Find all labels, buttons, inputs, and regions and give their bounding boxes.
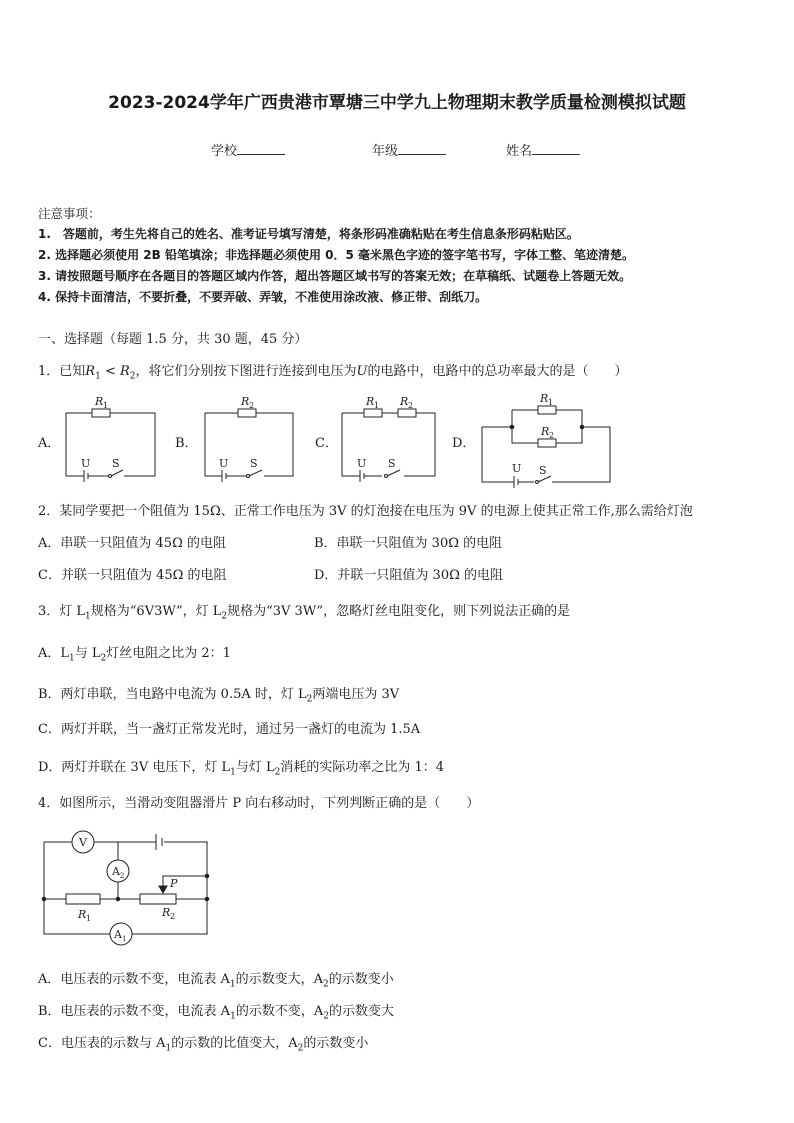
svg-text:1: 1 bbox=[103, 401, 109, 410]
svg-text:S: S bbox=[112, 457, 120, 470]
label-r2-b: R bbox=[241, 395, 250, 408]
circuit-c bbox=[342, 409, 435, 482]
q3-option-b[interactable]: B．两灯串联，当电路中电流为 0.5A 时，灯 $L_2$两端电压为 3V bbox=[38, 687, 400, 705]
svg-text:U: U bbox=[357, 457, 367, 470]
option-label[interactable]: A． bbox=[38, 436, 61, 451]
question-1-stem: 1．已知$R_1 < R_2$，将它们分别按下图进行连接到电压为U的电路中，电路中的总功率最大的是（ ） bbox=[38, 364, 628, 382]
question-3-stem: 3．灯 $L_1$规格为“6V3W”，灯 $L_2$规格为“3V 3W”，忽略灯丝电阻变化，则下列说法正确的是 bbox=[38, 604, 571, 622]
q2-option-d[interactable]: D．并联一只阻值为 30Ω 的电阻 bbox=[314, 568, 504, 583]
svg-text:S: S bbox=[539, 464, 547, 477]
grade-label: 年级 bbox=[372, 144, 399, 159]
svg-text:1: 1 bbox=[122, 935, 127, 943]
q4-option-b[interactable]: B．电压表的示数不变，电流表 $A_1$的示数不变，$A_2$的示数变大 bbox=[38, 1004, 394, 1022]
label-r1-d: R bbox=[540, 392, 549, 405]
q4-option-c[interactable]: C．电压表的示数与 $A_1$的示数的比值变大，$A_2$的示数变小 bbox=[38, 1036, 369, 1054]
q2-option-a[interactable]: A．串联一只阻值为 45Ω 的电阻 bbox=[38, 536, 226, 551]
school-label: 学校 bbox=[211, 144, 238, 159]
svg-text:S: S bbox=[388, 457, 396, 470]
label-r2-c: R bbox=[400, 395, 409, 408]
svg-text:1: 1 bbox=[86, 914, 92, 923]
svg-text:2: 2 bbox=[549, 431, 555, 440]
svg-text:1: 1 bbox=[548, 398, 554, 407]
label-r1-a: R bbox=[95, 395, 104, 408]
q3-option-a[interactable]: A．$L_1$与 $L_2$灯丝电阻之比为 2：1 bbox=[38, 646, 231, 664]
voltmeter-label: V bbox=[79, 836, 87, 849]
notice-item: 1. 答题前，考生先将自己的姓名、准考证号填写清楚，将条形码准确粘贴在考生信息条形码粘贴区。 bbox=[38, 227, 579, 241]
q1-circuit-diagrams bbox=[0, 0, 794, 500]
resistor-r1 bbox=[66, 894, 100, 904]
svg-text:2: 2 bbox=[170, 912, 176, 921]
circuit-a bbox=[66, 409, 155, 482]
r1-label: R bbox=[78, 908, 87, 921]
notice-item: 3. 请按照题号顺序在各题目的答题区域内作答，超出答题区域书写的答案无效；在草稿纸、试题卷上答题无效。 bbox=[38, 269, 632, 283]
q2-option-c[interactable]: C．并联一只阻值为 45Ω 的电阻 bbox=[38, 568, 227, 583]
svg-text:U: U bbox=[219, 457, 229, 470]
section-heading: 一、选择题（每题 1.5 分，共 30 题，45 分） bbox=[38, 332, 308, 347]
option-label[interactable]: C． bbox=[315, 436, 338, 451]
q4-option-a[interactable]: A．电压表的示数不变，电流表 $A_1$的示数变大，$A_2$的示数变小 bbox=[38, 972, 394, 990]
notice-item: 4. 保持卡面清洁，不要折叠，不要弄破、弄皱，不准使用涂改液、修正带、刮纸刀。 bbox=[38, 290, 488, 304]
notice-heading: 注意事项： bbox=[38, 206, 101, 221]
q2-option-b[interactable]: B．串联一只阻值为 30Ω 的电阻 bbox=[314, 536, 503, 551]
r2-label: R bbox=[162, 906, 171, 919]
option-label[interactable]: B． bbox=[175, 436, 198, 451]
ammeter-a1-label: A bbox=[114, 928, 122, 941]
notice-item: 2. 选择题必须使用 2B 铅笔填涂；非选择题必须使用 0．5 毫米黑色字迹的签字笔书写，字体工整、笔迹清楚。 bbox=[38, 248, 634, 262]
q3-option-d[interactable]: D．两灯并联在 3V 电压下，灯 $L_1$与灯 $L_2$消耗的实际功率之比为 1：4 bbox=[38, 760, 445, 778]
q4-circuit-diagram bbox=[0, 820, 260, 950]
circuit-b bbox=[205, 409, 293, 482]
label-r2-d: R bbox=[541, 425, 550, 438]
svg-text:S: S bbox=[250, 457, 258, 470]
svg-text:1: 1 bbox=[374, 401, 380, 410]
ammeter-a2-label: A bbox=[112, 865, 120, 878]
question-2-stem: 2．某同学要把一个阻值为 15Ω、正常工作电压为 3V 的灯泡接在电压为 9V 的电源上使其正常工作,那么需给灯泡 bbox=[38, 504, 693, 519]
svg-text:U: U bbox=[81, 457, 91, 470]
question-4-stem: 4．如图所示，当滑动变阻器滑片 P 向右移动时，下列判断正确的是（ ） bbox=[38, 796, 480, 811]
slider-label: P bbox=[170, 877, 178, 890]
q3-option-c[interactable]: C．两灯并联，当一盏灯正常发光时，通过另一盏灯的电流为 1.5A bbox=[38, 722, 421, 737]
svg-text:U: U bbox=[512, 462, 522, 475]
svg-text:2: 2 bbox=[249, 401, 255, 410]
svg-text:2: 2 bbox=[120, 872, 125, 880]
page-title: 2023-2024学年广西贵港市覃塘三中学九上物理期末教学质量检测模拟试题 bbox=[108, 93, 686, 113]
svg-text:2: 2 bbox=[408, 401, 414, 410]
label-r1-c: R bbox=[366, 395, 375, 408]
resistor-r2 bbox=[140, 894, 176, 904]
name-label: 姓名 bbox=[506, 144, 533, 159]
option-label[interactable]: D． bbox=[452, 436, 476, 451]
